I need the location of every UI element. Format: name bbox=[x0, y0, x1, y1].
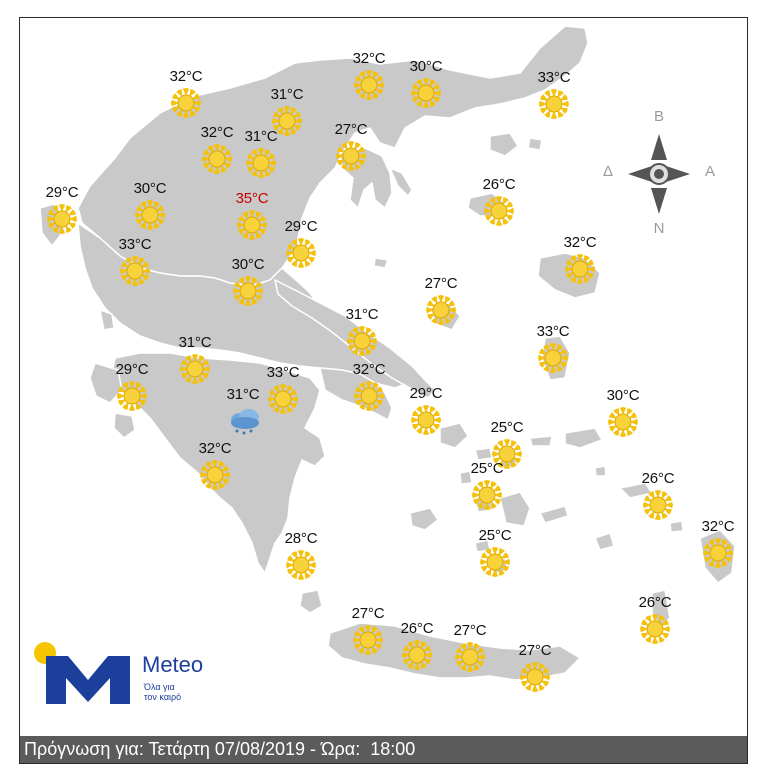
kythira bbox=[300, 590, 322, 613]
sun-icon bbox=[286, 550, 316, 580]
sun-icon bbox=[286, 238, 316, 268]
station-temperature: 29°C bbox=[284, 218, 318, 235]
sun-icon bbox=[640, 614, 670, 644]
sun-icon bbox=[180, 354, 210, 384]
logo-brand-name: Meteo bbox=[142, 652, 204, 677]
station-temperature: 28°C bbox=[284, 530, 318, 547]
symi bbox=[670, 521, 683, 532]
andros bbox=[440, 423, 468, 448]
sun-icon bbox=[565, 254, 595, 284]
patmos bbox=[595, 466, 606, 476]
sun-icon bbox=[117, 381, 147, 411]
sun-icon bbox=[202, 144, 232, 174]
compass-arrows-icon bbox=[624, 130, 694, 218]
tinos bbox=[475, 448, 492, 460]
sun-icon bbox=[411, 405, 441, 435]
sun-icon bbox=[47, 204, 77, 234]
sun-icon bbox=[402, 640, 432, 670]
station-temperature: 29°C bbox=[45, 184, 79, 201]
station-temperature: 27°C bbox=[424, 275, 458, 292]
astypalaia bbox=[595, 533, 614, 550]
sun-icon bbox=[608, 407, 638, 437]
logo-m-icon bbox=[46, 656, 146, 704]
sun-icon bbox=[520, 662, 550, 692]
station-temperature: 29°C bbox=[115, 361, 149, 378]
milos bbox=[410, 508, 438, 530]
station-temperature: 30°C bbox=[409, 58, 443, 75]
station-temperature: 31°C bbox=[178, 334, 212, 351]
sun-icon bbox=[472, 480, 502, 510]
sun-icon bbox=[353, 625, 383, 655]
station-temperature: 33°C bbox=[536, 323, 570, 340]
station-temperature: 25°C bbox=[470, 460, 504, 477]
station-temperature: 32°C bbox=[198, 440, 232, 457]
compass-south-label: N bbox=[653, 220, 665, 237]
sun-icon bbox=[538, 343, 568, 373]
sun-icon bbox=[411, 78, 441, 108]
station-temperature: 26°C bbox=[482, 176, 516, 193]
station-temperature: 32°C bbox=[563, 234, 597, 251]
weather-map-frame bbox=[19, 17, 748, 764]
station-temperature: 25°C bbox=[490, 419, 524, 436]
station-temperature: 32°C bbox=[352, 50, 386, 67]
sun-icon bbox=[237, 210, 267, 240]
samothraki bbox=[528, 138, 542, 150]
station-temperature: 32°C bbox=[701, 518, 735, 535]
station-temperature: 25°C bbox=[478, 527, 512, 544]
station-temperature: 32°C bbox=[169, 68, 203, 85]
forecast-date-time: Πρόγνωση για: Τετάρτη 07/08/2019 - Ώρα: 18:00 bbox=[24, 739, 416, 759]
station-temperature: 33°C bbox=[537, 69, 571, 86]
sun-icon bbox=[480, 547, 510, 577]
sun-icon bbox=[171, 88, 201, 118]
station-temperature: 27°C bbox=[518, 642, 552, 659]
sun-icon bbox=[643, 490, 673, 520]
meteo-logo bbox=[32, 638, 232, 708]
station-temperature: 31°C bbox=[270, 86, 304, 103]
station-temperature: 31°C bbox=[226, 386, 260, 403]
sun-icon bbox=[120, 256, 150, 286]
ikaria bbox=[530, 436, 552, 446]
compass-east-label: A bbox=[704, 163, 716, 180]
amorgos bbox=[540, 506, 568, 523]
station-temperature: 27°C bbox=[453, 622, 487, 639]
station-temperature: 33°C bbox=[266, 364, 300, 381]
sun-icon bbox=[336, 141, 366, 171]
logo-tagline bbox=[144, 682, 204, 702]
sun-icon bbox=[354, 70, 384, 100]
station-temperature: 30°C bbox=[231, 256, 265, 273]
naxos bbox=[500, 492, 530, 526]
mainland-north bbox=[78, 26, 588, 286]
station-temperature: 26°C bbox=[638, 594, 672, 611]
compass-north-label: B bbox=[653, 108, 665, 125]
station-temperature: 27°C bbox=[334, 121, 368, 138]
station-temperature: 30°C bbox=[606, 387, 640, 404]
station-temperature: 26°C bbox=[400, 620, 434, 637]
sun-icon bbox=[246, 148, 276, 178]
sun-icon bbox=[426, 295, 456, 325]
station-temperature: 29°C bbox=[409, 385, 443, 402]
logo-tagline-line-2: τον καιρό bbox=[144, 692, 182, 702]
athos bbox=[390, 168, 412, 196]
sun-icon bbox=[484, 196, 514, 226]
sun-icon bbox=[268, 384, 298, 414]
sun-icon bbox=[200, 460, 230, 490]
thasos bbox=[490, 133, 518, 156]
compass-west-label: Δ bbox=[602, 163, 614, 180]
station-temperature: 26°C bbox=[641, 470, 675, 487]
station-temperature: 32°C bbox=[352, 361, 386, 378]
sun-icon bbox=[703, 538, 733, 568]
sun-icon bbox=[354, 381, 384, 411]
rain-cloud-icon bbox=[228, 406, 258, 436]
station-temperature: 32°C bbox=[200, 124, 234, 141]
zakynthos bbox=[114, 413, 135, 438]
station-temperature: 31°C bbox=[244, 128, 278, 145]
logo-tagline-line-1: Όλα για bbox=[144, 682, 175, 692]
sun-icon bbox=[233, 276, 263, 306]
samos bbox=[565, 428, 602, 448]
skiathos bbox=[374, 258, 388, 268]
sun-icon bbox=[539, 89, 569, 119]
sun-icon bbox=[455, 642, 485, 672]
forecast-footer bbox=[20, 736, 747, 763]
station-temperature: 35°C bbox=[235, 190, 269, 207]
sun-icon bbox=[135, 200, 165, 230]
station-temperature: 31°C bbox=[345, 306, 379, 323]
station-temperature: 30°C bbox=[133, 180, 167, 197]
station-temperature: 33°C bbox=[118, 236, 152, 253]
compass-rose bbox=[602, 108, 722, 238]
sun-icon bbox=[347, 326, 377, 356]
station-temperature: 27°C bbox=[351, 605, 385, 622]
